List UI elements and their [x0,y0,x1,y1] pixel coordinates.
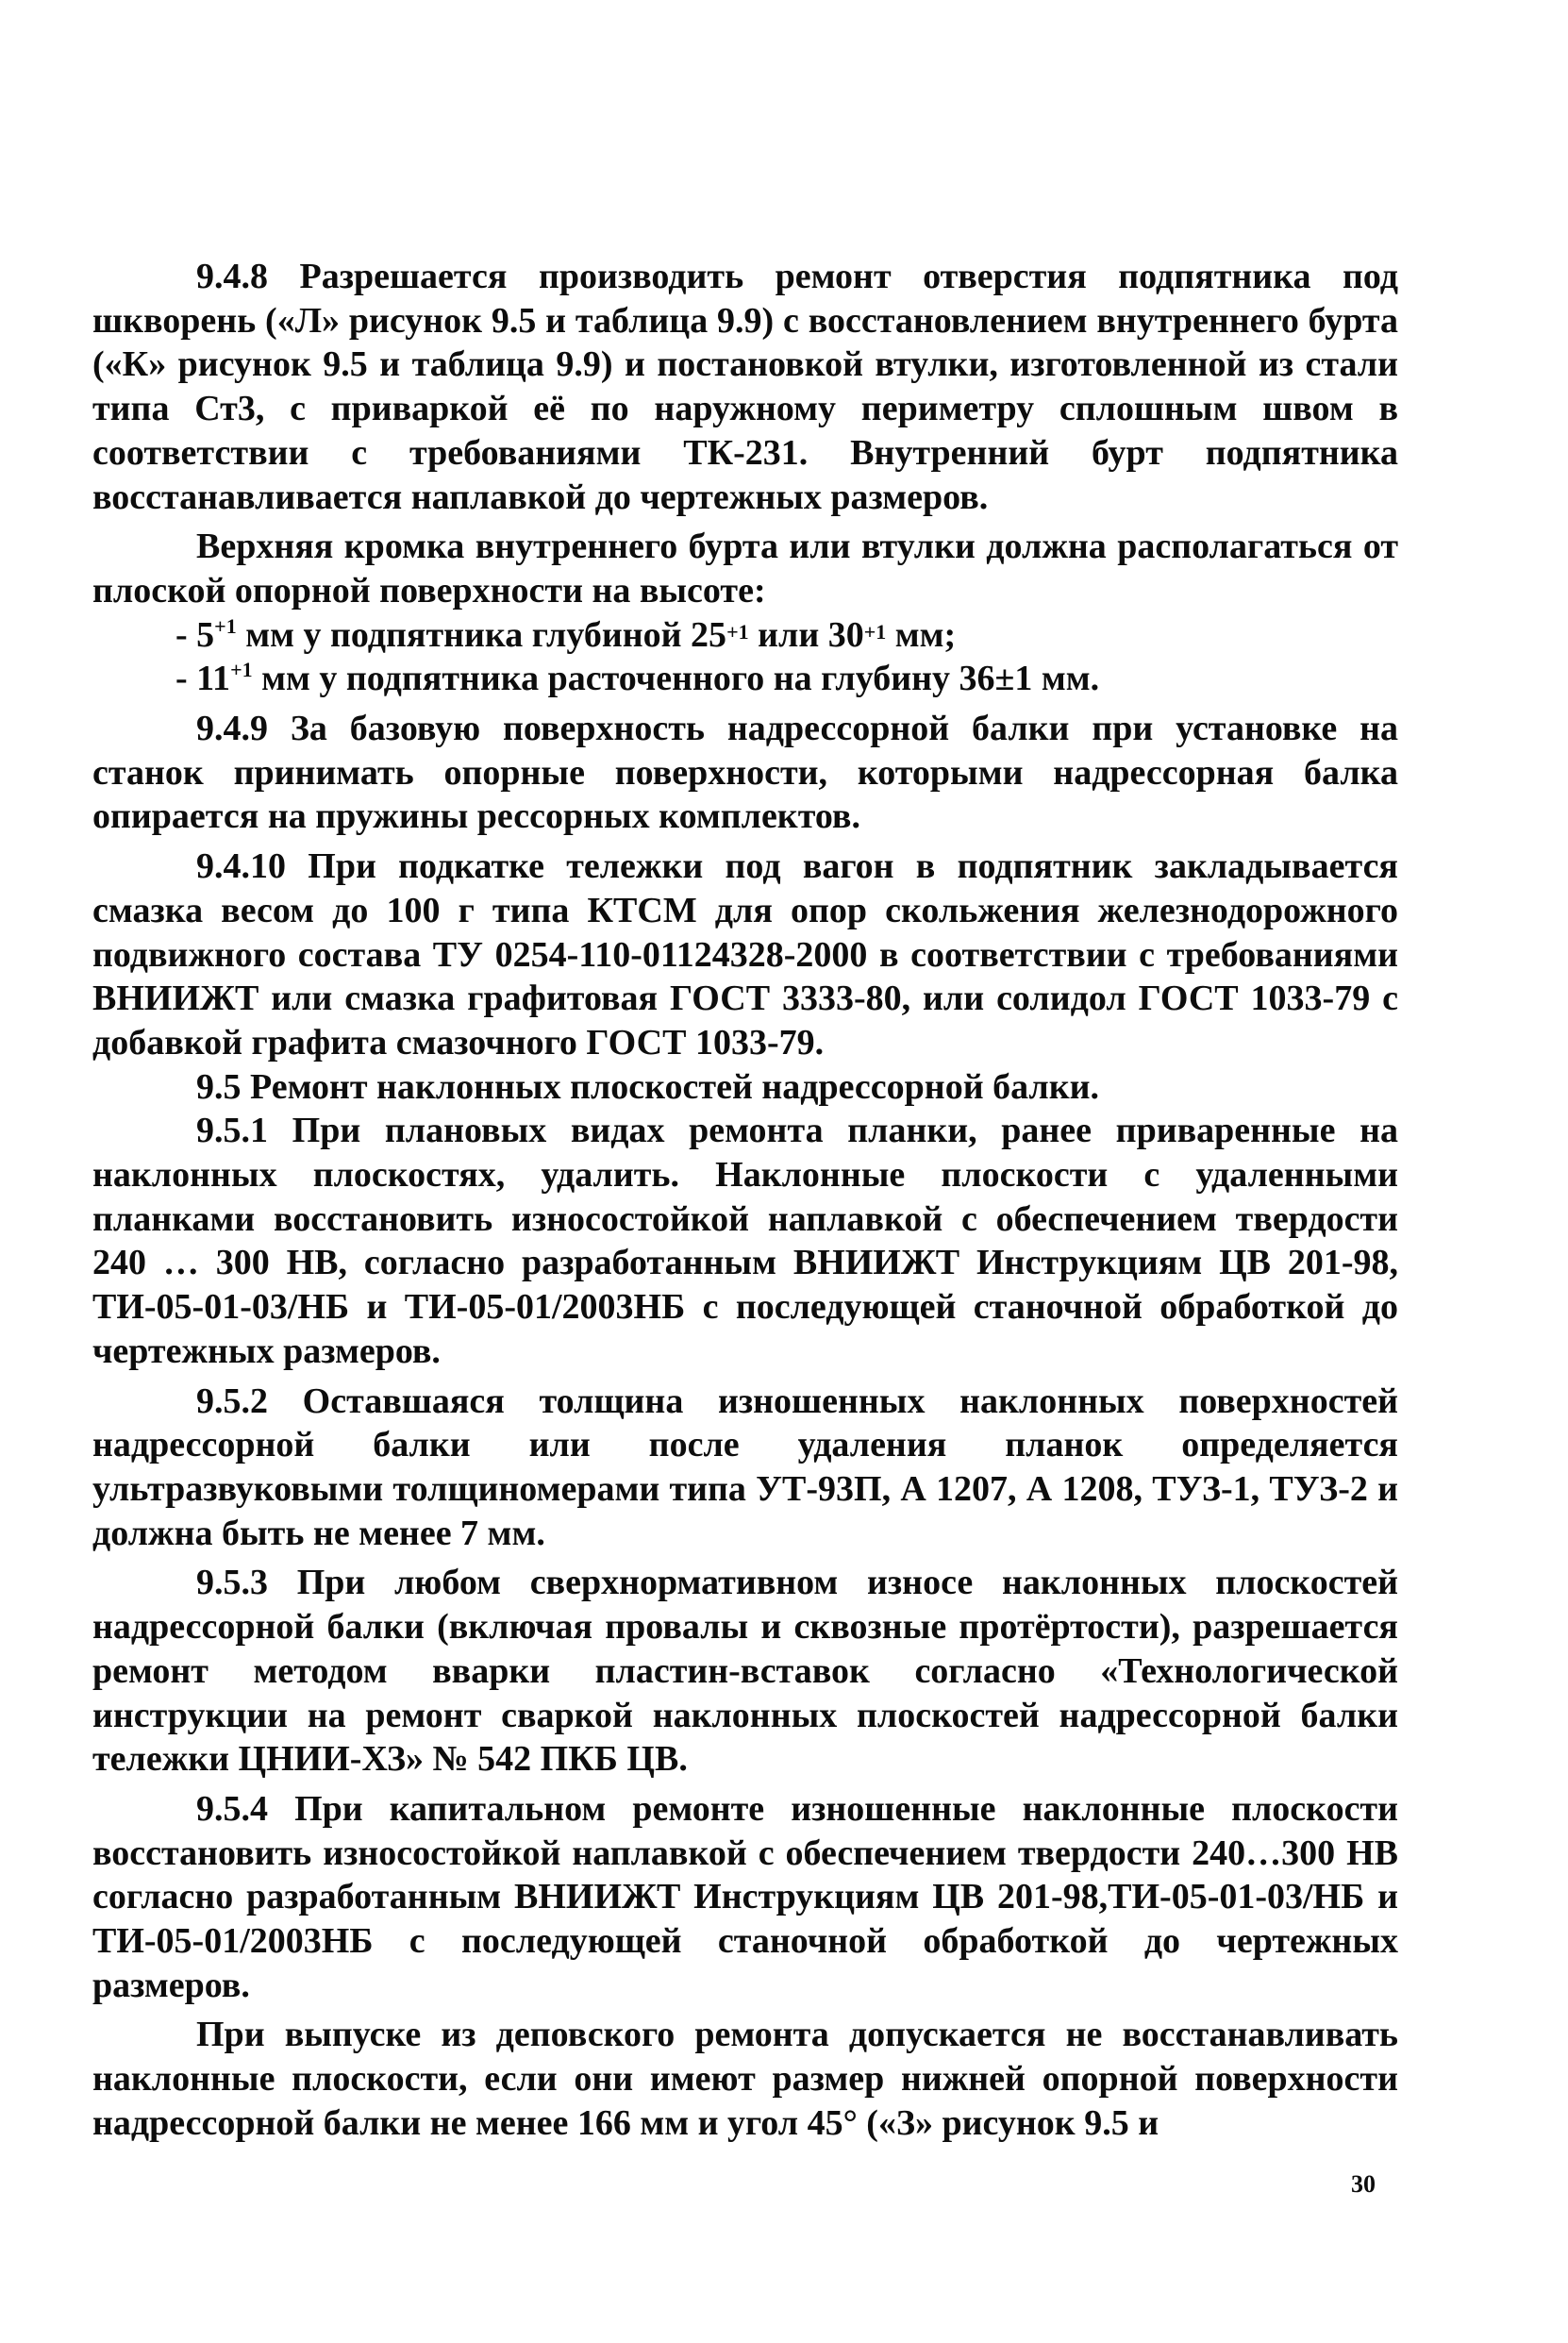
paragraph-9-5-1: 9.5.1 При плановых видах ремонта планки, ранее приваренные на наклонных плоскостях, удалить. Наклонные плоскости с удаленными планками восстановить износостойкой наплавкой с обеспечением твердости 240 … 300 НВ, согласно разработанным ВНИИЖТ Инструкциям ЦВ 201-98, ТИ-05-01-03/НБ и ТИ-05-01/2003НБ с последующей станочной обработкой до чертежных размеров. [92,1111,1398,1371]
paragraph-9-5-3: 9.5.3 При любом сверхнормативном износе наклонных плоскостей надрессорной балки (включая провалы и сквозные протёртости), разрешается ремонт методом вварки пластин-вставок согласно «Технологической инструкции на ремонт сваркой наклонных плоскостей надрессорной балки тележки ЦНИИ-ХЗ» № 542 ПКБ ЦВ. [92,1563,1398,1780]
tolerance-superscript: +1 [863,619,887,644]
list-item-text: мм у подпятника расточенного на глубину 36±1 мм. [252,659,1100,699]
paragraph-9-5-4: 9.5.4 При капитальном ремонте изношенные наклонные плоскости восстановить износостойкой наплавкой с обеспечением твердости 240…300 НВ согласно разработанным ВНИИЖТ Инструкциям ЦВ 201-98,ТИ-05-01-03/НБ и ТИ-05-01/2003НБ с последующей станочной обработкой до чертежных размеров. [92,1788,1398,2005]
section-heading-9-5: 9.5 Ремонт наклонных плоскостей надрессорной балки. [196,1066,1100,1107]
list-item-bored-36 [92,657,1398,701]
list-item-text: или 30 [748,614,864,655]
paragraph-upper-edge: Верхняя кромка внутреннего бурта или втулки должна располагаться от плоской опорной поверхности на высоте: [92,527,1398,611]
list-item-depth-25-30 [92,613,1398,658]
list-item-lead: - 11 [175,659,231,699]
paragraph-9-4-8: 9.4.8 Разрешается производить ремонт отверстия подпятника под шкворень («Л» рисунок 9.5 и таблица 9.9) с восстановлением внутреннего бурта («К» рисунок 9.5 и таблица 9.9) и постановкой втулки, изготовленной из стали типа Ст3, с приваркой её по наружному периметру сплошным швом в соответствии с требованиями ТК-231. Внутренний бурт подпятника восстанавливается наплавкой до чертежных размеров. [92,257,1398,517]
list-item-lead: - 5 [175,614,215,655]
page-number: 30 [1351,2170,1376,2198]
paragraph-9-5-2: 9.5.2 Оставшаяся толщина изношенных наклонных поверхностей надрессорной балки или после удаления планок определяется ультразвуковыми толщиномерами типа УТ-93П, А 1207, А 1208, ТУЗ-1, ТУЗ-2 и должна быть не менее 7 мм. [92,1381,1398,1553]
paragraph-9-4-9: 9.4.9 За базовую поверхность надрессорной балки при установке на станок принимать опорные поверхности, которыми надрессорная балка опирается на пружины рессорных комплектов. [92,709,1398,837]
body-text [92,255,1398,2146]
tolerance-superscript: +1 [726,619,749,644]
paragraph-release-note: При выпуске из деповского ремонта допускается не восстанавливать наклонные плоскости, если они имеют размер нижней опорной поверхности надрессорной балки не менее 166 мм и угол 45° («З» рисунок 9.5 и [92,2015,1398,2143]
tolerance-superscript: +1 [214,613,237,638]
paragraph-9-4-10: 9.4.10 При подкатке тележки под вагон в подпятник закладывается смазка весом до 100 г типа КТСМ для опор скольжения железнодорожного подвижного состава ТУ 0254-110-01124328-2000 в соответствии с требованиями ВНИИЖТ или смазка графитовая ГОСТ 3333-80, или солидол ГОСТ 1033-79 с добавкой графита смазочного ГОСТ 1033-79. [92,846,1398,1063]
tolerance-superscript: +1 [230,658,253,682]
list-item-text: мм; [886,614,957,655]
list-item-text: мм у подпятника глубиной 25 [236,614,727,655]
